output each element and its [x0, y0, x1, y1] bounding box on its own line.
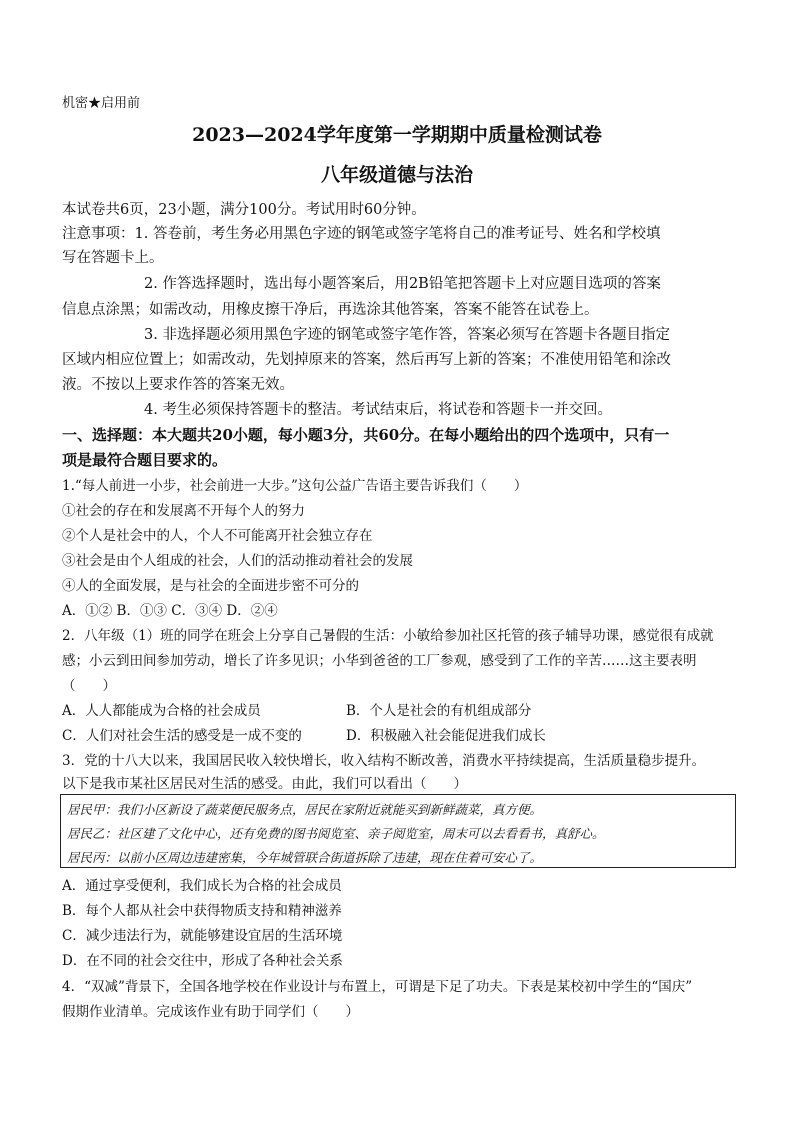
intro-line: 本试卷共6页，23小题，满分100分。考试用时60分钟。	[62, 202, 426, 218]
q2-option-a: A．人人都能成为合格的社会成员	[62, 703, 261, 719]
note-2b: 信息点涂黑；如需改动，用橡皮擦干净后，再选涂其他答案，答案不能答在试卷上。	[62, 302, 599, 318]
resident-b-quote: 居民乙：社区建了文化中心，还有免费的图书阅览室、亲子阅览室，周末可以去看看书，真舒心。	[67, 826, 605, 841]
q1-statement-4: ④人的全面发展，是与社会的全面进步密不可分的	[62, 578, 359, 594]
exam-title: 2023—2024学年度第一学期期中质量检测试卷	[192, 124, 602, 146]
exam-subtitle: 八年级道德与法治	[320, 164, 473, 186]
q1-stem: 1.“每人前进一小步，社会前进一大步。”这句公益广告语主要告诉我们（ ）	[62, 478, 528, 494]
q2-option-d: D．积极融入社会能促进我们成长	[346, 728, 546, 744]
q3-option-b: B．每个人都从社会中获得物质支持和精神滋养	[62, 903, 342, 919]
q1-statement-2: ②个人是社会中的人，个人不可能离开社会独立存在	[62, 528, 373, 544]
resident-c-quote: 居民丙：以前小区周边违建密集，今年城管联合街道拆除了违建，现在住着可安心了。	[67, 850, 543, 865]
q2-stem-1: 2．八年级（1）班的同学在班会上分享自己暑假的生活：小敏给参加社区托管的孩子辅导功课，感觉很有成就	[62, 628, 714, 644]
note-1a: 注意事项：1. 答卷前，考生务必用黑色字迹的钢笔或签字笔将自己的准考证号、姓名和学校填	[62, 226, 661, 242]
q1-statement-3: ③社会是由个人组成的社会，人们的活动推动着社会的发展	[62, 553, 413, 569]
q3-stem-2: 以下是我市某社区居民对生活的感受。由此，我们可以看出（ ）	[62, 776, 467, 792]
note-1b: 写在答题卡上。	[62, 250, 164, 266]
note-3a: 3. 非选择题必须用黑色字迹的钢笔或签字笔作答，答案必须写在答题卡各题目指定	[144, 327, 670, 343]
note-2a: 2. 作答选择题时，选出每小题答案后，用2B铅笔把答题卡上对应题目选项的答案	[144, 276, 661, 292]
q3-option-a: A．通过享受便利，我们成长为合格的社会成员	[62, 878, 342, 894]
q3-option-d: D．在不同的社会交往中，形成了各种社会关系	[62, 953, 343, 969]
section-heading-2: 项是最符合题目要求的。	[62, 451, 228, 469]
section-heading-1: 一、选择题：本大题共20小题，每小题3分，共60分。在每小题给出的四个选项中，只有一	[62, 426, 670, 444]
note-3b: 区域内相应位置上；如需改动，先划掉原来的答案，然后再写上新的答案；不准使用铅笔和涂改	[62, 352, 671, 368]
q2-stem-3: （ ）	[62, 678, 116, 694]
note-4: 4. 考生必须保持答题卡的整洁。考试结束后，将试卷和答题卡一并交回。	[144, 402, 612, 418]
q2-stem-2: 感；小云到田间参加劳动，增长了许多见识；小华到爸爸的工厂参观，感受到了工作的辛苦……这主要表明	[62, 653, 697, 669]
q2-option-b: B．个人是社会的有机组成部分	[346, 703, 532, 719]
q1-statement-1: ①社会的存在和发展离不开每个人的努力	[62, 503, 305, 519]
note-3c: 液。不按以上要求作答的答案无效。	[62, 377, 294, 393]
confidential-mark: 机密★启用前	[62, 96, 141, 111]
q3-stem-1: 3．党的十八大以来，我国居民收入较快增长，收入结构不断改善，消费水平持续提高，生活质量稳步提升。	[62, 753, 706, 769]
resident-a-quote: 居民甲：我们小区新设了蔬菜便民服务点，居民在家附近就能买到新鲜蔬菜，真方便。	[67, 802, 543, 817]
q2-option-c: C．人们对社会生活的感受是一成不变的	[62, 728, 302, 744]
q3-resident-box	[60, 794, 736, 868]
q1-options: A．①② B．①③ C．③④ D．②④	[62, 603, 278, 619]
q3-option-c: C．减少违法行为，就能够建设宜居的生活环境	[62, 928, 343, 944]
q4-stem-2: 假期作业清单。完成该作业有助于同学们（ ）	[62, 1004, 359, 1020]
q4-stem-1: 4．“双减”背景下，全国各地学校在作业设计与布置上，可谓是下足了功夫。下表是某校初中学生的“国庆”	[62, 979, 693, 995]
